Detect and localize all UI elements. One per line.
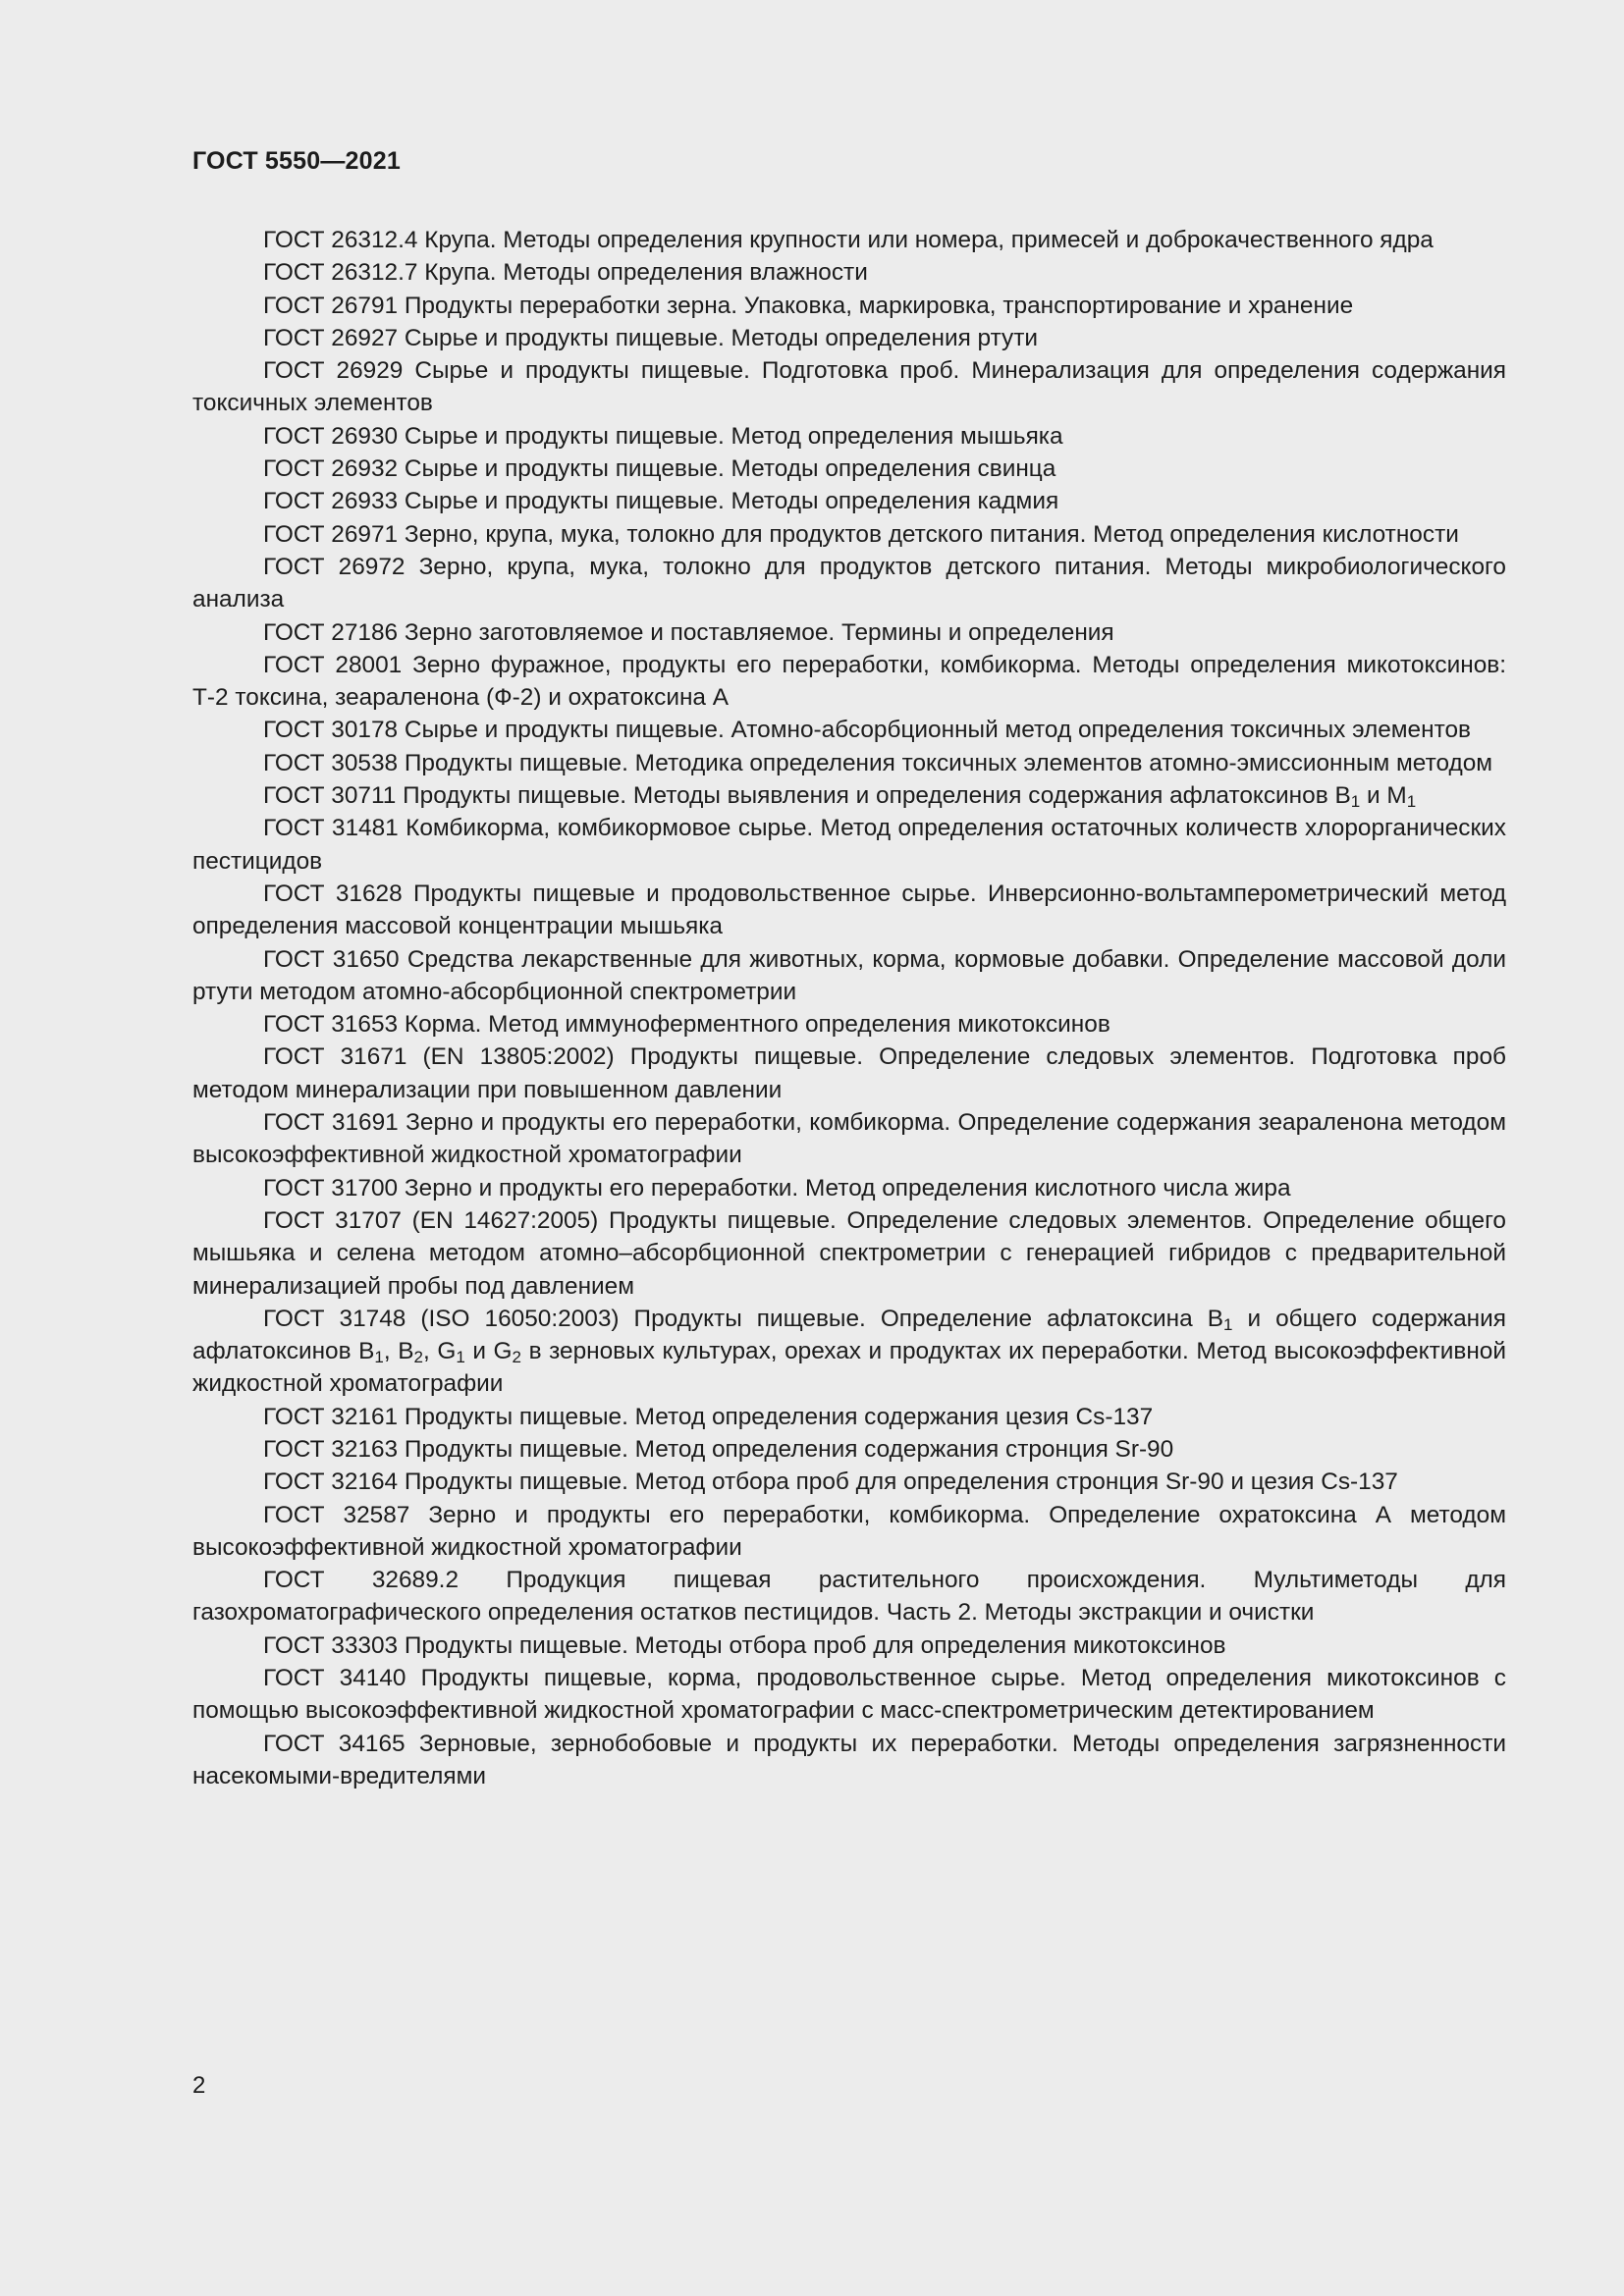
reference-item xyxy=(192,1629,1506,1662)
reference-code: ГОСТ 31671 xyxy=(263,1043,407,1071)
reference-item xyxy=(192,354,1506,420)
reference-code: ГОСТ 31748 xyxy=(263,1305,406,1332)
reference-item xyxy=(192,1433,1506,1466)
subscript: 1 xyxy=(1350,792,1361,812)
reference-title: Продукты пищевые. Метод определения содержания стронция Sr-90 xyxy=(404,1435,1174,1463)
reference-code: ГОСТ 31691 xyxy=(263,1109,399,1137)
reference-title: Крупа. Методы определения влажности xyxy=(424,259,868,287)
reference-title: Зерно и продукты его переработки, комбикорма. Определение содержания зеараленона методом высокоэффективной жидкостной хроматографии xyxy=(192,1109,1506,1169)
reference-title: Продукция пищевая растительного происхождения. Мультиметоды для газохроматографического определения остатков пестицидов. Часть 2. Методы экстракции и очистки xyxy=(192,1567,1506,1627)
reference-code: ГОСТ 30711 xyxy=(263,782,397,810)
reference-title: Продукты пищевые и продовольственное сырье. Инверсионно-вольтамперометрический метод определения массовой концентрации мышьяка xyxy=(192,880,1506,940)
reference-title-part: и G xyxy=(464,1338,513,1365)
reference-title: Продукты переработки зерна. Упаковка, маркировка, транспортирование и хранение xyxy=(404,292,1354,319)
reference-code: ГОСТ 26791 xyxy=(263,292,399,319)
reference-title: Комбикорма, комбикормовое сырье. Метод определения остаточных количеств хлорорганических пестицидов xyxy=(192,815,1506,875)
reference-code: ГОСТ 26971 xyxy=(263,520,399,548)
reference-title-part: в зерновых культурах, орехах и продуктах их переработки. Метод высокоэффективной жидкостной хроматографии xyxy=(192,1338,1506,1398)
reference-title-part: , В xyxy=(383,1338,414,1365)
reference-code: ГОСТ 26972 xyxy=(263,553,406,580)
reference-title-part: и М xyxy=(1360,782,1407,810)
reference-item xyxy=(192,322,1506,354)
reference-title: Зерно и продукты его переработки, комбикорма. Определение охратоксина А методом высокоэффективной жидкостной хроматографии xyxy=(192,1501,1506,1561)
document-header: ГОСТ 5550—2021 xyxy=(192,147,401,175)
reference-title: Продукты пищевые. Метод отбора проб для определения стронция Sr-90 и цезия Cs-137 xyxy=(404,1468,1398,1496)
reference-item xyxy=(192,224,1506,256)
reference-code: ГОСТ 26930 xyxy=(263,422,399,450)
reference-code: ГОСТ 31628 xyxy=(263,880,403,907)
reference-title: Сырье и продукты пищевые. Метод определения мышьяка xyxy=(404,422,1063,450)
reference-title: Зерно и продукты его переработки. Метод определения кислотного числа жира xyxy=(404,1174,1291,1201)
reference-title: Зерно, крупа, мука, толокно для продуктов детского питания. Метод определения кислотности xyxy=(404,520,1459,548)
subscript: 1 xyxy=(1222,1314,1233,1334)
reference-item xyxy=(192,256,1506,289)
reference-item xyxy=(192,453,1506,485)
reference-title: Крупа. Методы определения крупности или номера, примесей и доброкачественного ядра xyxy=(424,227,1434,253)
reference-title: Сырье и продукты пищевые. Подготовка проб. Минерализация для определения содержания токсичных элементов xyxy=(192,357,1507,417)
reference-code: ГОСТ 32689.2 xyxy=(263,1567,460,1594)
reference-code: ГОСТ 32163 xyxy=(263,1435,399,1463)
reference-code: ГОСТ 34165 xyxy=(263,1730,406,1757)
reference-title: Корма. Метод иммуноферментного определения микотоксинов xyxy=(404,1011,1110,1039)
subscript: 1 xyxy=(456,1348,465,1367)
reference-title: Сырье и продукты пищевые. Атомно-абсорбционный метод определения токсичных элементов xyxy=(404,717,1472,744)
reference-item xyxy=(192,812,1506,878)
reference-code: ГОСТ 31707 xyxy=(263,1206,402,1234)
subscript: 2 xyxy=(413,1348,423,1367)
reference-item xyxy=(192,1401,1506,1433)
reference-title: Зерно фуражное, продукты его переработки, комбикорма. Методы определения микотоксинов: Т-2 токсина, зеараленона (Ф-2) и охратоксина А xyxy=(192,651,1506,712)
reference-title: Сырье и продукты пищевые. Методы определения ртути xyxy=(404,324,1039,351)
reference-title-part: (ISO 16050:2003) Продукты пищевые. Определение афлатоксина В xyxy=(420,1305,1223,1332)
reference-item xyxy=(192,1466,1506,1498)
reference-code: ГОСТ 26312.4 xyxy=(263,227,418,253)
reference-item xyxy=(192,1172,1506,1204)
reference-title: Средства лекарственные для животных, корма, кормовые добавки. Определение массовой доли ртути методом атомно-абсорбционной спектрометрии xyxy=(192,945,1506,1005)
reference-code: ГОСТ 31700 xyxy=(263,1174,399,1201)
reference-item xyxy=(192,779,1506,812)
reference-item xyxy=(192,1662,1506,1728)
reference-title: Сырье и продукты пищевые. Методы определения свинца xyxy=(404,455,1056,483)
reference-code: ГОСТ 27186 xyxy=(263,618,399,646)
normative-references-list xyxy=(192,224,1506,1792)
reference-code: ГОСТ 31650 xyxy=(263,945,400,973)
reference-title: Продукты пищевые, корма, продовольственное сырье. Метод определения микотоксинов с помощью высокоэффективной жидкостной хроматографии с масс-спектрометрическим детектированием xyxy=(192,1665,1506,1725)
reference-code: ГОСТ 30538 xyxy=(263,749,399,776)
reference-item xyxy=(192,943,1506,1009)
subscript: 1 xyxy=(1406,792,1417,812)
reference-title: Продукты пищевые. Метод определения содержания цезия Cs-137 xyxy=(404,1403,1154,1430)
reference-item xyxy=(192,747,1506,779)
reference-item xyxy=(192,714,1506,746)
reference-item xyxy=(192,649,1506,715)
reference-item xyxy=(192,1008,1506,1041)
reference-title: (EN 14627:2005) Продукты пищевые. Определение следовых элементов. Определение общего мышьяка и селена методом атомно–абсорбционной спектрометрии с генерацией гибридов с предварительной минерализацией пробы под давлением xyxy=(192,1206,1506,1300)
reference-code: ГОСТ 32587 xyxy=(263,1501,410,1528)
reference-item xyxy=(192,878,1506,943)
reference-title: Зерно, крупа, мука, толокно для продуктов детского питания. Методы микробиологического анализа xyxy=(192,553,1506,614)
reference-item xyxy=(192,1204,1506,1303)
reference-item xyxy=(192,290,1506,322)
reference-item xyxy=(192,485,1506,517)
reference-code: ГОСТ 26929 xyxy=(263,357,404,385)
page-number: 2 xyxy=(192,2072,206,2099)
reference-code: ГОСТ 32161 xyxy=(263,1403,399,1430)
reference-code: ГОСТ 34140 xyxy=(263,1665,406,1692)
reference-title: (EN 13805:2002) Продукты пищевые. Определение следовых элементов. Подготовка проб методом минерализации при повышенном давлении xyxy=(192,1043,1506,1103)
reference-code: ГОСТ 33303 xyxy=(263,1631,399,1659)
subscript: 2 xyxy=(512,1348,521,1367)
reference-title: Зерно заготовляемое и поставляемое. Термины и определения xyxy=(404,618,1114,646)
reference-item xyxy=(192,1303,1506,1401)
reference-title-part: В xyxy=(1334,782,1351,810)
reference-item xyxy=(192,1106,1506,1172)
reference-title-part: и общего содержания афлатоксинов В xyxy=(192,1305,1506,1365)
reference-code: ГОСТ 26312.7 xyxy=(263,259,418,287)
reference-code: ГОСТ 26927 xyxy=(263,324,399,351)
reference-item xyxy=(192,1728,1506,1793)
reference-title: Сырье и продукты пищевые. Методы определения кадмия xyxy=(404,488,1059,515)
reference-item xyxy=(192,1564,1506,1629)
reference-title-part: , G xyxy=(422,1338,457,1365)
reference-code: ГОСТ 26933 xyxy=(263,488,399,515)
reference-item xyxy=(192,551,1506,616)
reference-code: ГОСТ 32164 xyxy=(263,1468,399,1496)
reference-item xyxy=(192,1499,1506,1565)
subscript: 1 xyxy=(374,1348,384,1367)
reference-code: ГОСТ 31481 xyxy=(263,815,399,842)
reference-code: ГОСТ 31653 xyxy=(263,1011,399,1039)
reference-item xyxy=(192,420,1506,453)
reference-item xyxy=(192,616,1506,649)
reference-code: ГОСТ 26932 xyxy=(263,455,399,483)
reference-title: Продукты пищевые. Методика определения токсичных элементов атомно-эмиссионным методом xyxy=(404,749,1493,776)
reference-item xyxy=(192,1041,1506,1106)
reference-title: Зерновые, зернобобовые и продукты их переработки. Методы определения загрязненности насекомыми-вредителями xyxy=(192,1730,1506,1789)
reference-code: ГОСТ 30178 xyxy=(263,717,399,744)
reference-title: Продукты пищевые. Методы отбора проб для определения микотоксинов xyxy=(404,1631,1226,1659)
reference-item xyxy=(192,518,1506,551)
reference-title: Продукты пищевые. Методы выявления и определения содержания афлатоксинов xyxy=(403,782,1328,810)
reference-code: ГОСТ 28001 xyxy=(263,651,403,678)
